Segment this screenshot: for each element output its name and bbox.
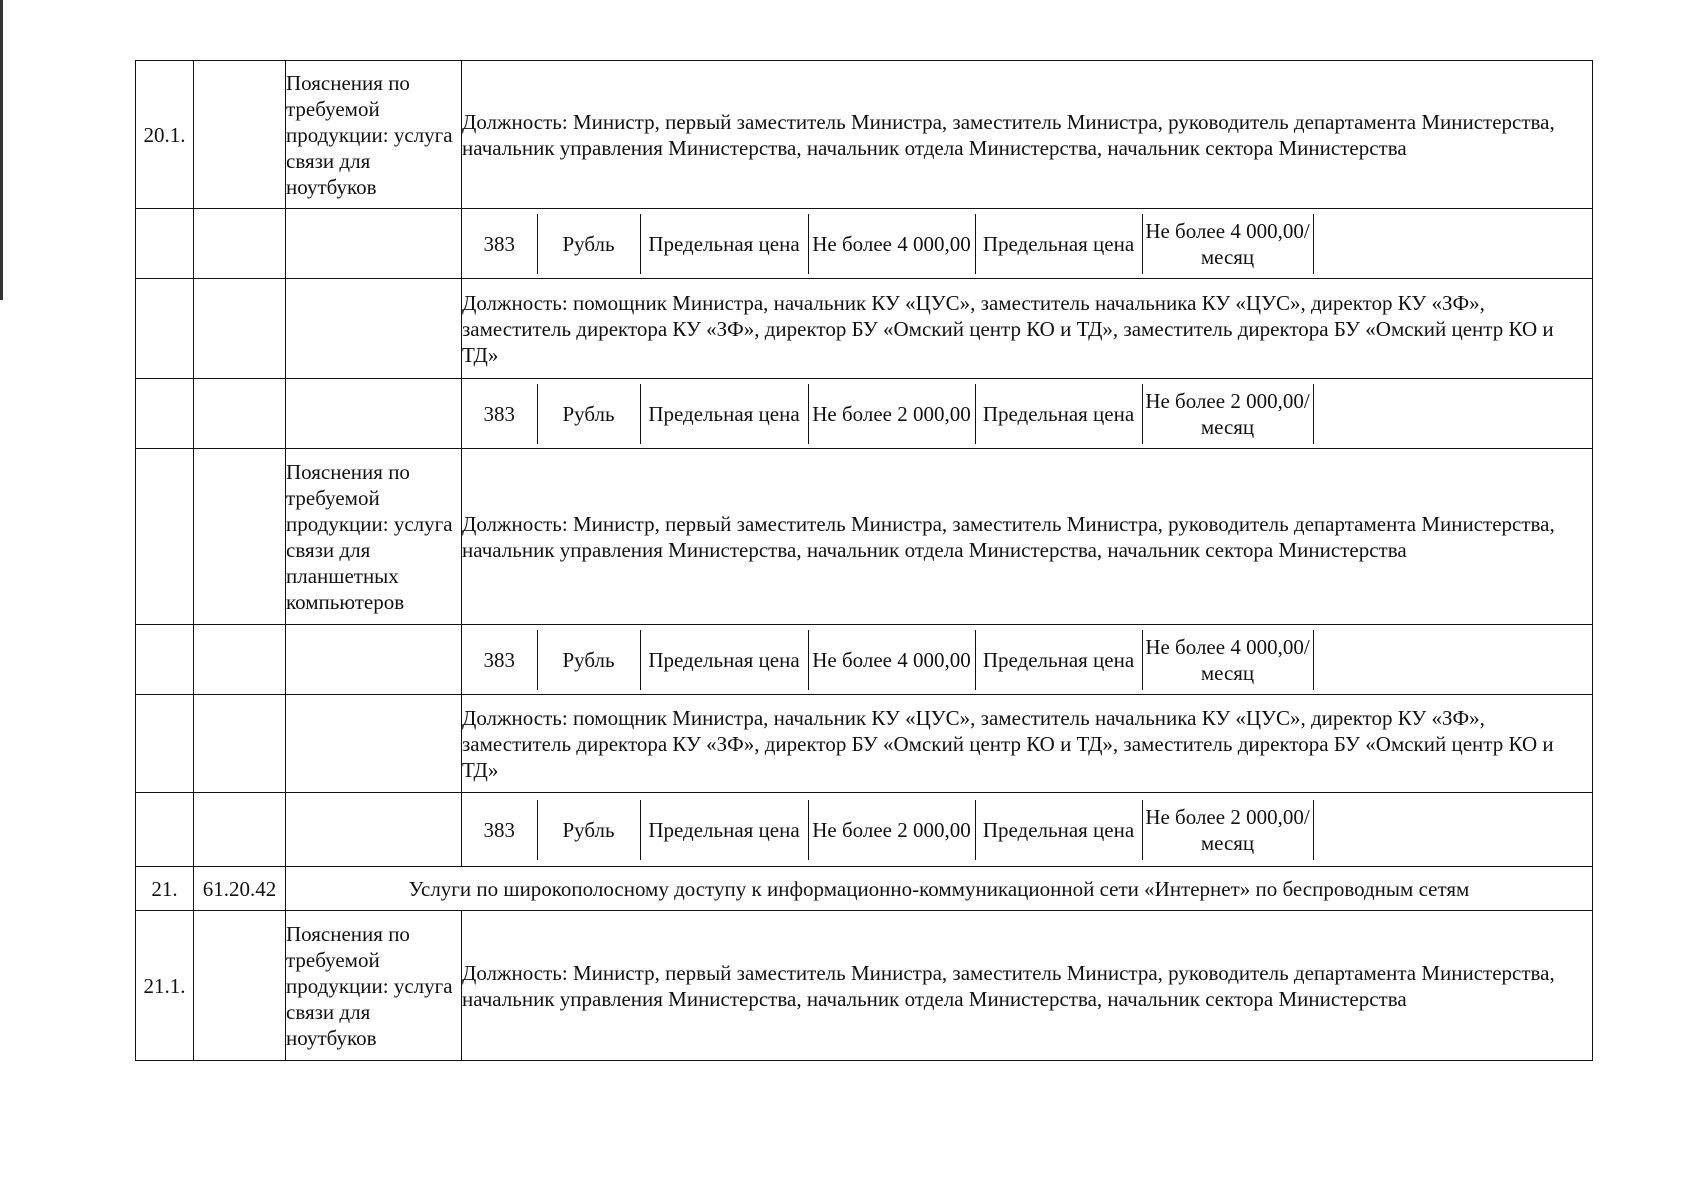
row-number: 21. (136, 867, 194, 911)
characteristic-value: Не более 4 000,00 (808, 630, 975, 690)
values-table (462, 800, 1592, 860)
characteristic-value: Не более 2 000,00 (808, 800, 975, 860)
row-number: 20.1. (136, 61, 194, 209)
okpd-code (194, 625, 286, 695)
values-cell (462, 625, 1593, 695)
row-number (136, 793, 194, 867)
row-number: 21.1. (136, 911, 194, 1061)
scan-edge (0, 0, 3, 300)
characteristic-name: Предельная цена (640, 800, 808, 860)
empty-cell (1313, 214, 1592, 274)
position-cell: Должность: Министр, первый заместитель Министра, заместитель Министра, руководитель департамента Министерства, начальник управления Министерства, начальник отдела Министерства, начальник сектора Министерства (462, 911, 1593, 1061)
explanation-cell (286, 695, 462, 793)
unit-name: Рубль (537, 384, 640, 444)
table-row (136, 279, 1593, 379)
explanation-cell (286, 209, 462, 279)
service-name: Услуги по широкополосному доступу к информационно-коммуникационной сети «Интернет» по беспроводным сетям (286, 867, 1593, 911)
table-row (136, 867, 1593, 911)
okpd-code (194, 911, 286, 1061)
requirements-table (135, 60, 1593, 1061)
values-cell (462, 793, 1593, 867)
explanation-cell: Пояснения по требуемой продукции: услуга связи для планшетных компьютеров (286, 449, 462, 625)
table-row (136, 695, 1593, 793)
characteristic-value: Не более 2 000,00/месяц (1142, 800, 1313, 860)
explanation-cell (286, 379, 462, 449)
okpd-code (194, 449, 286, 625)
okei-code: 383 (462, 800, 537, 860)
okei-code: 383 (462, 384, 537, 444)
values-table (462, 384, 1592, 444)
okpd-code (194, 379, 286, 449)
row-number (136, 279, 194, 379)
okpd-code (194, 279, 286, 379)
characteristic-name: Предельная цена (975, 800, 1142, 860)
values-cell (462, 209, 1593, 279)
empty-cell (1313, 630, 1592, 690)
unit-name: Рубль (537, 630, 640, 690)
row-number (136, 695, 194, 793)
table-row (136, 911, 1593, 1061)
table-row (136, 209, 1593, 279)
unit-name: Рубль (537, 214, 640, 274)
okpd-code (194, 793, 286, 867)
row-number (136, 209, 194, 279)
row-number (136, 625, 194, 695)
row-number (136, 379, 194, 449)
characteristic-name: Предельная цена (975, 630, 1142, 690)
explanation-cell: Пояснения по требуемой продукции: услуга связи для ноутбуков (286, 911, 462, 1061)
position-cell: Должность: Министр, первый заместитель Министра, заместитель Министра, руководитель департамента Министерства, начальник управления Министерства, начальник отдела Министерства, начальник сектора Министерства (462, 61, 1593, 209)
empty-cell (1313, 384, 1592, 444)
row-number (136, 449, 194, 625)
explanation-cell: Пояснения по требуемой продукции: услуга связи для ноутбуков (286, 61, 462, 209)
table-row (136, 379, 1593, 449)
okei-code: 383 (462, 214, 537, 274)
unit-name: Рубль (537, 800, 640, 860)
table-row (136, 61, 1593, 209)
okpd-code (194, 209, 286, 279)
explanation-cell (286, 793, 462, 867)
okei-code: 383 (462, 630, 537, 690)
characteristic-name: Предельная цена (640, 384, 808, 444)
characteristic-value: Не более 4 000,00/месяц (1142, 630, 1313, 690)
empty-cell (1313, 800, 1592, 860)
values-cell (462, 379, 1593, 449)
table-row (136, 449, 1593, 625)
explanation-cell (286, 625, 462, 695)
characteristic-name: Предельная цена (640, 630, 808, 690)
explanation-cell (286, 279, 462, 379)
characteristic-name: Предельная цена (640, 214, 808, 274)
values-table (462, 214, 1592, 274)
characteristic-value: Не более 2 000,00 (808, 384, 975, 444)
okpd-code: 61.20.42 (194, 867, 286, 911)
characteristic-name: Предельная цена (975, 214, 1142, 274)
position-cell: Должность: помощник Министра, начальник КУ «ЦУС», заместитель начальника КУ «ЦУС», директор КУ «ЗФ», заместитель директора КУ «ЗФ», директор БУ «Омский центр КО и ТД», заместитель директора БУ «Омский центр КО и ТД» (462, 279, 1593, 379)
table-row (136, 625, 1593, 695)
characteristic-name: Предельная цена (975, 384, 1142, 444)
characteristic-value: Не более 4 000,00 (808, 214, 975, 274)
characteristic-value: Не более 4 000,00/месяц (1142, 214, 1313, 274)
table-row (136, 793, 1593, 867)
position-cell: Должность: помощник Министра, начальник КУ «ЦУС», заместитель начальника КУ «ЦУС», директор КУ «ЗФ», заместитель директора КУ «ЗФ», директор БУ «Омский центр КО и ТД», заместитель директора БУ «Омский центр КО и ТД» (462, 695, 1593, 793)
values-table (462, 630, 1592, 690)
okpd-code (194, 61, 286, 209)
characteristic-value: Не более 2 000,00/месяц (1142, 384, 1313, 444)
okpd-code (194, 695, 286, 793)
position-cell: Должность: Министр, первый заместитель Министра, заместитель Министра, руководитель департамента Министерства, начальник управления Министерства, начальник отдела Министерства, начальник сектора Министерства (462, 449, 1593, 625)
